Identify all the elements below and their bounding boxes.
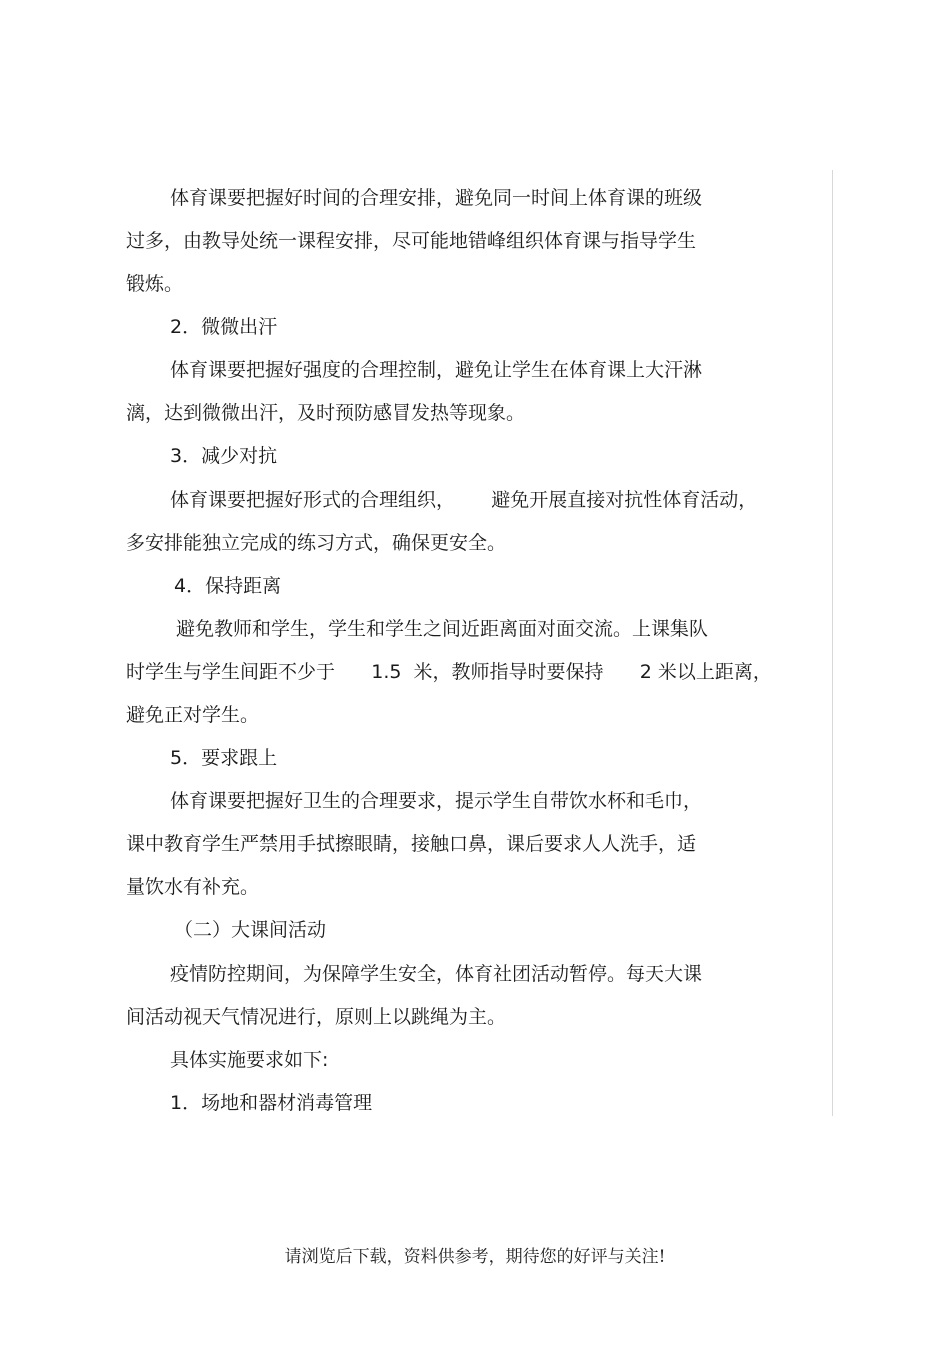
paragraph-line: 体育课要把握好形式的合理组织， 避免开展直接对抗性体育活动， xyxy=(170,489,758,511)
paragraph-line: 锻炼。 xyxy=(126,273,184,295)
section-heading: 3．减少对抗 xyxy=(170,445,278,467)
section-heading: 2．微微出汗 xyxy=(170,316,278,338)
paragraph-line: 量饮水有补充。 xyxy=(126,876,260,898)
paragraph-line: 体育课要把握好卫生的合理要求，提示学生自带饮水杯和毛巾， xyxy=(170,790,703,812)
section-heading: 5．要求跟上 xyxy=(170,747,278,769)
paragraph-line: 间活动视天气情况进行，原则上以跳绳为主。 xyxy=(126,1006,507,1028)
paragraph-line: 避免正对学生。 xyxy=(126,704,260,726)
paragraph-line: 过多，由教导处统一课程安排，尽可能地错峰组织体育课与指导学生 xyxy=(126,230,697,252)
margin-rule xyxy=(832,170,833,1116)
paragraph-line: 多安排能独立完成的练习方式，确保更安全。 xyxy=(126,532,507,554)
paragraph-line: 疫情防控期间，为保障学生安全，体育社团活动暂停。每天大课 xyxy=(170,963,703,985)
section-heading: 4．保持距离 xyxy=(174,575,282,597)
paragraph-line: 漓，达到微微出汗，及时预防感冒发热等现象。 xyxy=(126,402,526,424)
paragraph-line: 避免教师和学生，学生和学生之间近距离面对面交流。上课集队 xyxy=(176,618,709,640)
paragraph-line: 体育课要把握好时间的合理安排，避免同一时间上体育课的班级 xyxy=(170,187,703,209)
paragraph-line: 体育课要把握好强度的合理控制，避免让学生在体育课上大汗淋 xyxy=(170,359,703,381)
section-heading: 1．场地和器材消毒管理 xyxy=(170,1092,373,1114)
subsection-heading: （二）大课间活动 xyxy=(174,919,327,941)
paragraph-line: 具体实施要求如下: xyxy=(170,1049,329,1071)
paragraph-line: 课中教育学生严禁用手拭擦眼睛，接触口鼻，课后要求人人洗手，适 xyxy=(126,833,697,855)
page-footer: 请浏览后下载，资料供参考，期待您的好评与关注! xyxy=(284,1247,666,1267)
paragraph-line: 时学生与学生间距不少于 1.5 米，教师指导时要保持 2 米以上距离， xyxy=(126,661,772,683)
